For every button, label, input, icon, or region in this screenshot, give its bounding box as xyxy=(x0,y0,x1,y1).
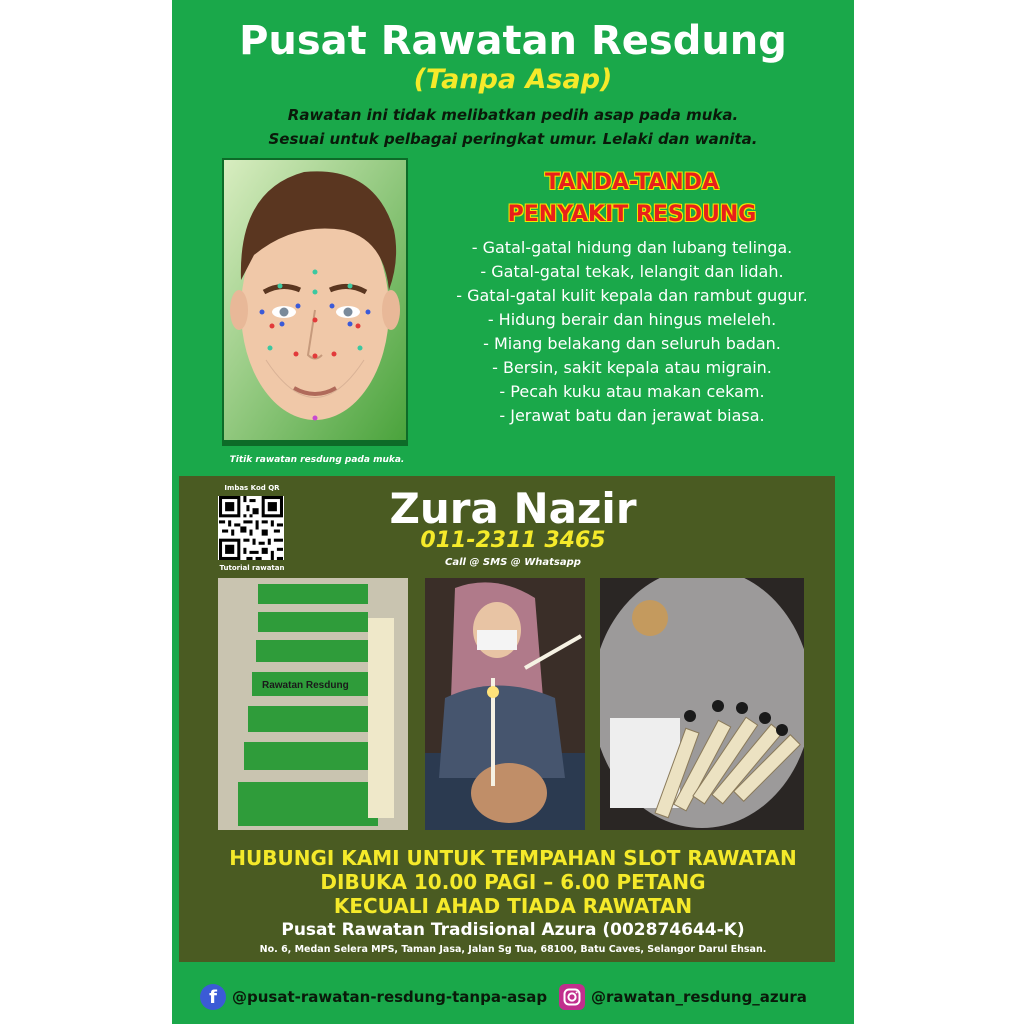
company-name: Pusat Rawatan Tradisional Azura (002874644-K) xyxy=(281,920,745,940)
face-caption: Titik rawatan resdung pada muka. xyxy=(229,455,405,465)
poster xyxy=(172,0,854,1024)
treatment-photo xyxy=(425,578,585,830)
qr-top-label: Imbas Kod QR xyxy=(224,484,280,492)
cta-line-3: KECUALI AHAD TIADA RAWATAN xyxy=(333,894,693,918)
symptom-list xyxy=(422,236,842,428)
cta-line-1: HUBUNGI KAMI UNTUK TEMPAHAN SLOT RAWATAN xyxy=(229,846,797,870)
symptom-item: - Pecah kuku atau makan cekam. xyxy=(499,382,765,401)
face-illustration xyxy=(224,160,406,440)
used-candles-photo xyxy=(600,578,804,830)
poster-title: Pusat Rawatan Resdung xyxy=(239,18,787,64)
company-address: No. 6, Medan Selera MPS, Taman Jasa, Jalan Sg Tua, 68100, Batu Caves, Selangor Darul Ehsan. xyxy=(259,944,767,955)
contact-note: Call @ SMS @ Whatsapp xyxy=(445,557,581,568)
symptom-item: - Miang belakang dan seluruh badan. xyxy=(483,334,781,353)
symptom-item: - Gatal-gatal tekak, lelangit dan lidah. xyxy=(480,262,784,281)
cta-line-2: DIBUKA 10.00 PAGI – 6.00 PETANG xyxy=(320,870,706,894)
facebook-handle: @pusat-rawatan-resdung-tanpa-asap xyxy=(232,988,548,1006)
product-packs-photo xyxy=(218,578,408,830)
instagram-icon xyxy=(559,984,585,1010)
pack-label: Rawatan Resdung xyxy=(262,680,349,691)
symptom-item: - Gatal-gatal hidung dan lubang telinga. xyxy=(471,238,793,257)
facebook-link[interactable] xyxy=(200,983,547,1011)
contact-phone[interactable]: 011-2311 3465 xyxy=(420,528,606,553)
instagram-link[interactable] xyxy=(559,983,807,1011)
intro-line-1: Rawatan ini tidak melibatkan pedih asap pada muka. xyxy=(287,106,739,124)
contact-name: Zura Nazir xyxy=(389,484,637,533)
instagram-handle: @rawatan_resdung_azura xyxy=(591,988,807,1006)
symptom-item: - Jerawat batu dan jerawat biasa. xyxy=(499,406,765,425)
symptom-item: - Gatal-gatal kulit kepala dan rambut gugur. xyxy=(456,286,808,305)
qr-bottom-label: Tutorial rawatan xyxy=(219,564,285,572)
poster-subtitle: (Tanpa Asap) xyxy=(413,64,613,95)
intro-line-2: Sesuai untuk pelbagai peringkat umur. Lelaki dan wanita. xyxy=(268,130,758,148)
symptom-item: - Bersin, sakit kepala atau migrain. xyxy=(492,358,772,377)
signs-heading-line-1: TANDA-TANDA xyxy=(545,170,719,195)
symptom-item: - Hidung berair dan hingus meleleh. xyxy=(487,310,777,329)
signs-heading-line-2: PENYAKIT RESDUNG xyxy=(507,202,757,227)
facebook-icon: f xyxy=(200,984,226,1010)
